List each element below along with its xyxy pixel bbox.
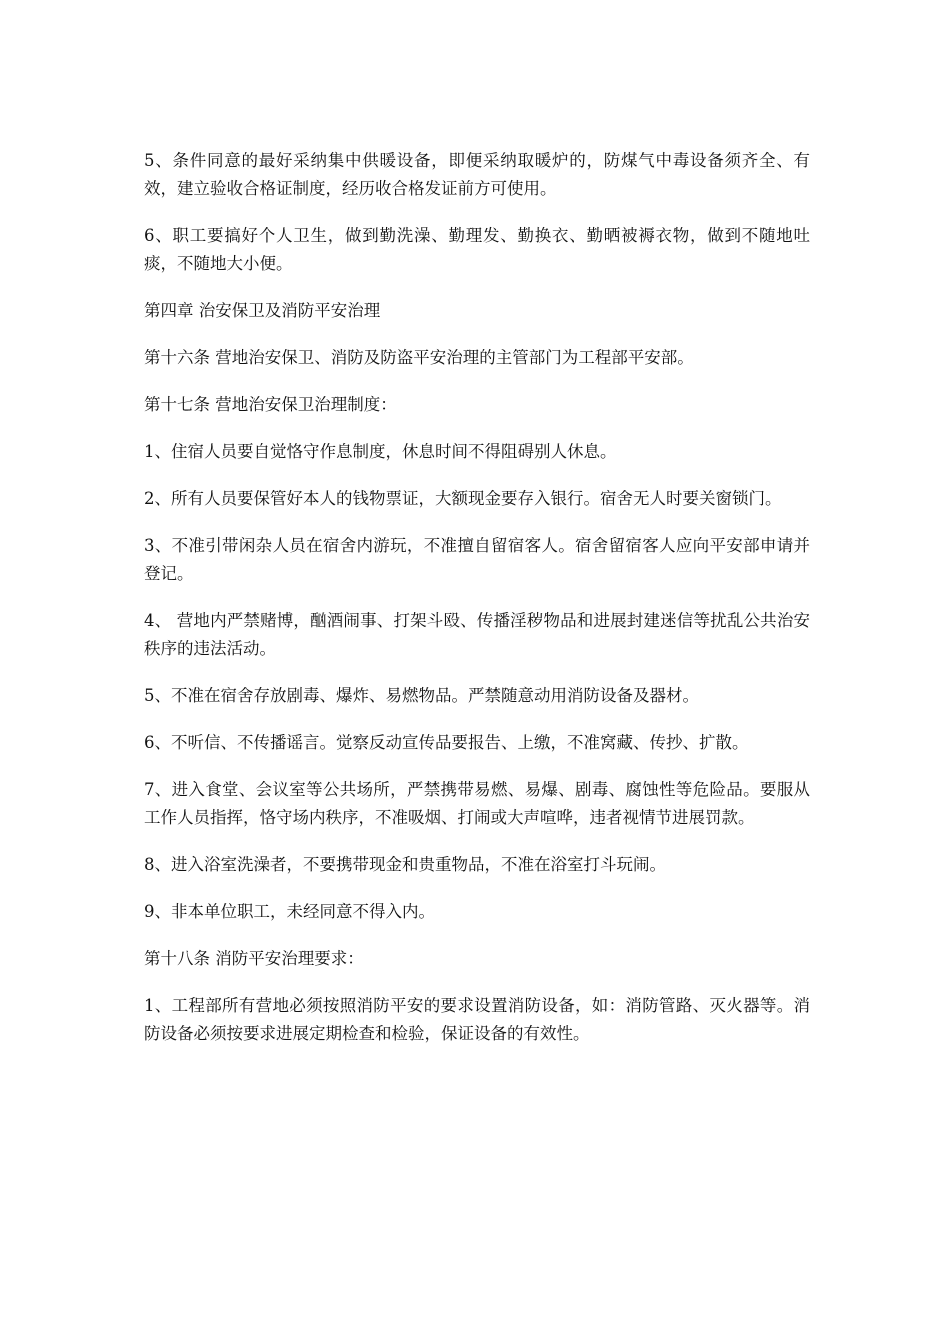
article-17-item-4: 4、 营地内严禁赌博，酗酒闹事、打架斗殴、传播淫秽物品和进展封建迷信等扰乱公共治安秩序的违法活动。 — [144, 611, 810, 658]
article-17-item-1: 1、住宿人员要自觉恪守作息制度，休息时间不得阻碍别人休息。 — [144, 442, 617, 461]
paragraph-personal-hygiene: 6、职工要搞好个人卫生，做到勤洗澡、勤理发、勤换衣、勤晒被褥衣物，做到不随地吐痰，不随地大小便。 — [144, 226, 810, 273]
article-17-item-2: 2、所有人员要保管好本人的钱物票证，大额现金要存入银行。宿舍无人时要关窗锁门。 — [144, 489, 782, 508]
paragraph-heating-equipment: 5、条件同意的最好采纳集中供暖设备，即便采纳取暖炉的，防煤气中毒设备须齐全、有效，建立验收合格证制度，经历收合格发证前方可使用。 — [144, 151, 810, 198]
article-16: 第十六条 营地治安保卫、消防及防盗平安治理的主管部门为工程部平安部。 — [144, 348, 694, 367]
article-18-item-1: 1、工程部所有营地必须按照消防平安的要求设置消防设备，如：消防管路、灭火器等。消防设备必须按要求进展定期检查和检验，保证设备的有效性。 — [144, 996, 810, 1043]
article-17-item-3: 3、不准引带闲杂人员在宿舍内游玩，不准擅自留宿客人。宿舍留宿客人应向平安部申请并登记。 — [144, 536, 810, 583]
article-17-item-8: 8、进入浴室洗澡者，不要携带现金和贵重物品，不准在浴室打斗玩闹。 — [144, 855, 666, 874]
chapter-heading-security: 第四章 治安保卫及消防平安治理 — [144, 301, 381, 320]
article-18-heading: 第十八条 消防平安治理要求： — [144, 949, 364, 968]
article-17-item-6: 6、不听信、不传播谣言。觉察反动宣传品要报告、上缴，不准窝藏、传抄、扩散。 — [144, 733, 749, 752]
article-17-item-7: 7、进入食堂、会议室等公共场所，严禁携带易燃、易爆、剧毒、腐蚀性等危险品。要服从工作人员指挥，恪守场内秩序，不准吸烟、打闹或大声喧哗，违者视情节进展罚款。 — [144, 780, 810, 827]
article-17-item-5: 5、不准在宿舍存放剧毒、爆炸、易燃物品。严禁随意动用消防设备及器材。 — [144, 686, 699, 705]
article-17-item-9: 9、非本单位职工，未经同意不得入内。 — [144, 902, 435, 921]
article-17-heading: 第十七条 营地治安保卫治理制度： — [144, 395, 397, 414]
document-body — [144, 147, 810, 1067]
